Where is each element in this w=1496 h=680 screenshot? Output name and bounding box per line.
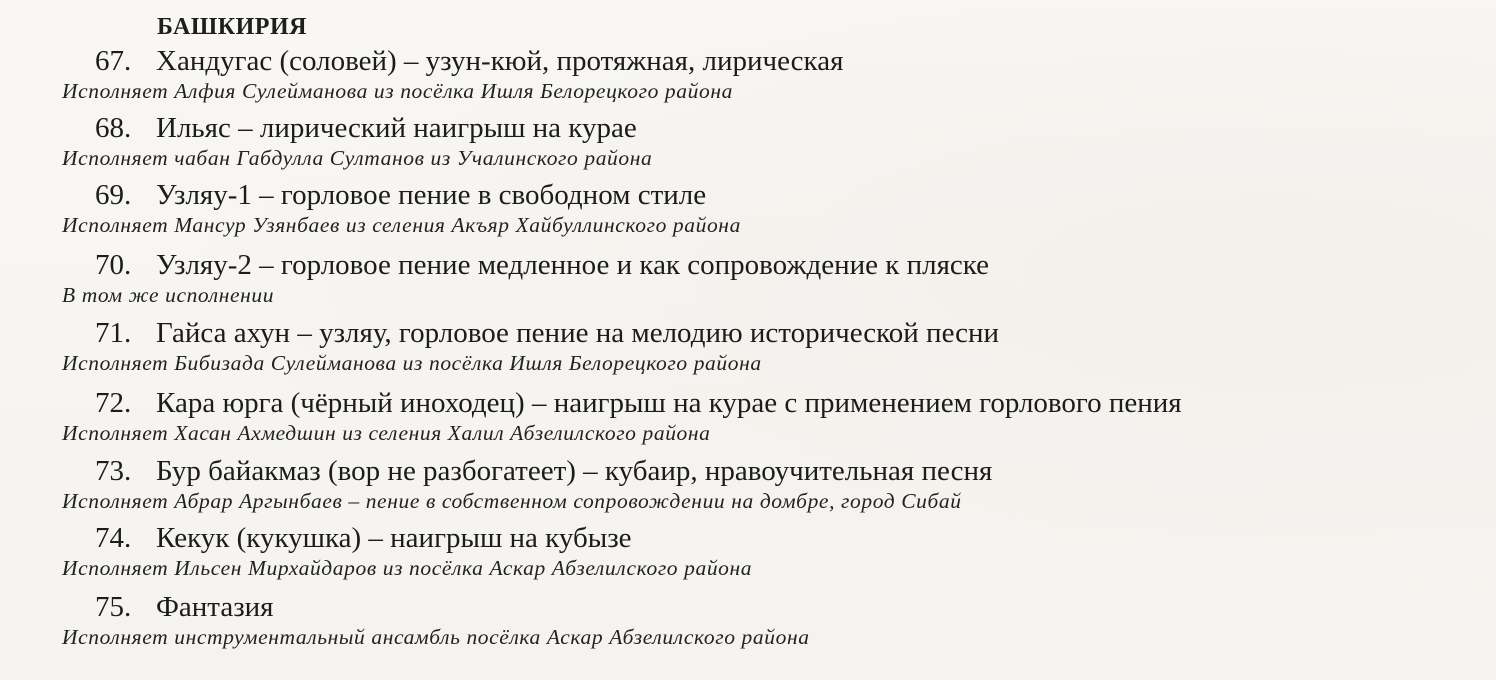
track-number: 75. (95, 591, 132, 623)
track-title: Гайса ахун – узляу, горловое пение на мелодию исторической песни (156, 317, 1000, 349)
track-line (0, 386, 1440, 420)
track-title: Бур байакмаз (вор не разбогатеет) – кубаир, нравоучительная песня (156, 455, 993, 487)
track-entry (0, 316, 1440, 375)
track-entry (0, 454, 1440, 513)
track-entry (0, 590, 1440, 649)
track-line (0, 454, 1440, 488)
track-title: Узляу-2 – горловое пение медленное и как сопровождение к пляске (156, 249, 990, 281)
track-line (0, 590, 1440, 624)
track-line (0, 178, 1440, 212)
track-line (0, 521, 1440, 555)
track-entry (0, 521, 1440, 580)
track-line (0, 316, 1440, 350)
track-performer: Исполняет Ильсен Мирхайдаров из посёлка Аскар Абзелилского района (62, 556, 753, 580)
track-performer: Исполняет Алфия Сулейманова из посёлка Ишля Белорецкого района (62, 79, 733, 103)
track-title: Узляу-1 – горловое пение в свободном стиле (156, 179, 707, 211)
track-entry (0, 386, 1440, 445)
track-performer: Исполняет Бибизада Сулейманова из посёлка Ишля Белорецкого района (62, 351, 762, 375)
track-performer: Исполняет Абрар Аргынбаев – пение в собственном сопровождении на домбре, город Сибай (62, 489, 962, 513)
track-performer: В том же исполнении (62, 283, 275, 307)
track-number: 70. (95, 249, 132, 281)
track-entry (0, 111, 1440, 170)
track-number: 73. (95, 455, 132, 487)
track-title: Кара юрга (чёрный иноходец) – наигрыш на курае с применением горлового пения (156, 387, 1182, 419)
track-entry (0, 248, 1440, 307)
track-line (0, 248, 1440, 282)
track-title: Кекук (кукушка) – наигрыш на кубызе (156, 522, 632, 554)
track-performer: Исполняет Мансур Узянбаев из селения Акъяр Хайбуллинского района (62, 213, 741, 237)
track-entry (0, 178, 1440, 237)
track-performer: Исполняет чабан Габдулла Султанов из Учалинского района (62, 146, 653, 170)
section-title: БАШКИРИЯ (157, 14, 307, 40)
track-number: 69. (95, 179, 132, 211)
track-entry (0, 44, 1440, 103)
track-performer: Исполняет инструментальный ансамбль посёлка Аскар Абзелилского района (62, 625, 810, 649)
track-number: 74. (95, 522, 132, 554)
track-number: 67. (95, 45, 132, 77)
track-line (0, 111, 1440, 145)
track-number: 71. (95, 317, 132, 349)
track-title: Хандугас (соловей) – узун-кюй, протяжная, лирическая (156, 45, 844, 77)
track-number: 72. (95, 387, 132, 419)
track-performer: Исполняет Хасан Ахмедшин из селения Халил Абзелилского района (62, 421, 711, 445)
track-number: 68. (95, 112, 132, 144)
track-title: Фантазия (156, 591, 274, 623)
track-line (0, 44, 1440, 78)
track-title: Ильяс – лирический наигрыш на курае (156, 112, 637, 144)
